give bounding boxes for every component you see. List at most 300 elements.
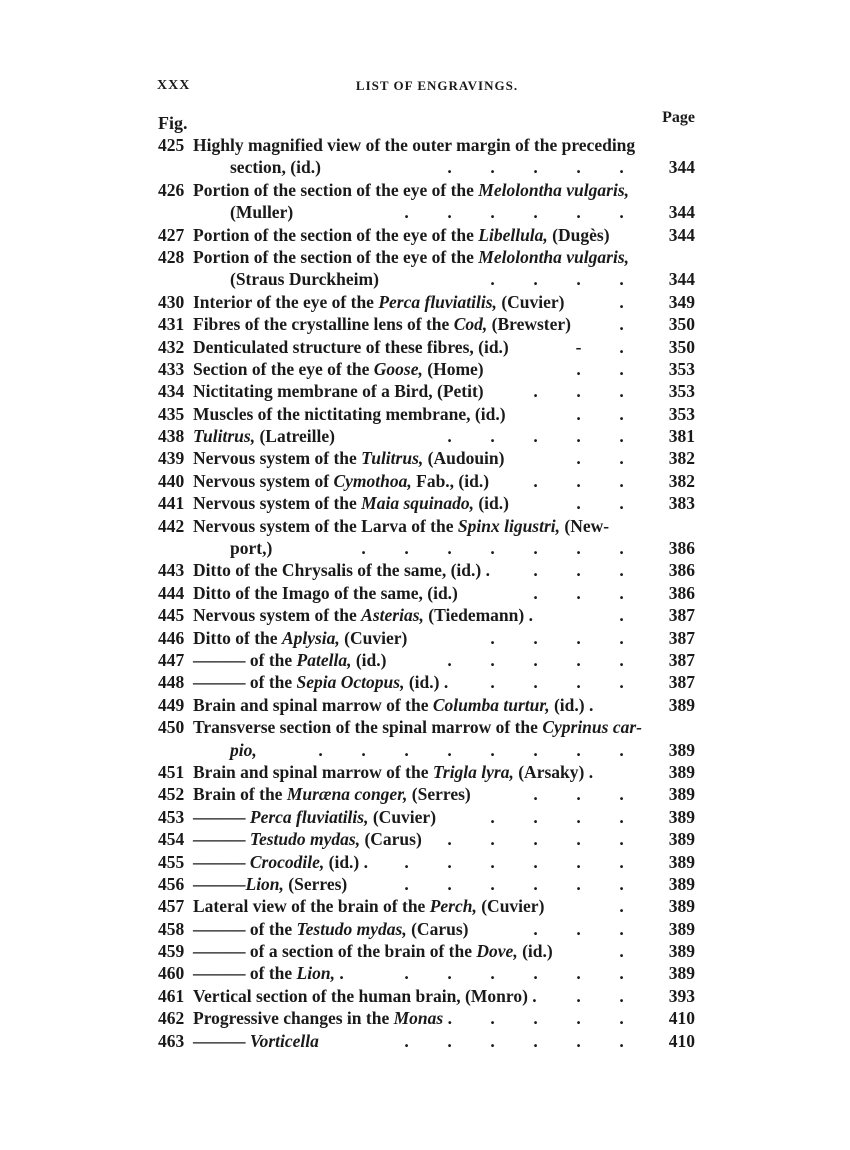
list-entry [158,515,695,560]
page-number: 389 [668,784,695,805]
list-entry [158,895,695,917]
list-entry [158,783,695,805]
entry-description [193,828,422,850]
leader-dots: . [619,291,624,312]
list-entry [158,604,695,626]
figure-number: 459 [158,941,185,962]
entry-line [158,918,695,940]
page-number: 387 [668,605,695,626]
entry-line [158,694,695,716]
description-text: (id.) [517,941,553,962]
entry-line [158,515,695,537]
entry-description [193,985,537,1007]
description-text: Nervous system of [193,470,334,491]
page-number: 393 [668,985,695,1006]
entry-line [158,851,695,873]
page-number: 387 [668,672,695,693]
entry-description [230,268,379,290]
page-number: 344 [668,157,695,178]
list-entry [158,134,695,179]
description-text: Fibres of the crystalline lens of the [193,314,454,335]
description-text: Muscles of the nictitating membrane, (id.) [193,403,506,424]
page-number: 386 [668,582,695,603]
entry-line [158,985,695,1007]
description-text: ——— [193,806,250,827]
italic-name: Muræna conger, [286,784,408,805]
entry-line [158,1007,695,1029]
entry-description [230,537,272,559]
entry-line [158,716,695,738]
page-number: 353 [668,403,695,424]
entry-description [193,761,593,783]
description-text: ——— of the [193,963,297,984]
page-number: 387 [668,649,695,670]
entry-line [158,940,695,962]
leader-dots: . . . [533,918,624,939]
figure-number: 449 [158,694,185,715]
page-number: 381 [668,426,695,447]
entry-description [193,246,629,268]
page-number: 382 [668,470,695,491]
list-entry [158,671,695,693]
figure-number: 428 [158,246,185,267]
leader-dots: . [619,314,624,335]
entry-description [193,515,609,537]
entry-line [158,1030,695,1052]
entry-description [193,313,571,335]
entry-description [193,627,407,649]
list-entry [158,806,695,828]
figure-number: 450 [158,717,185,738]
description-text: Lateral view of the brain of the [193,896,430,917]
description-text: (Cuvier) [476,896,545,917]
leader-dots: . . . . . . [404,202,624,223]
entry-line [158,380,695,402]
entry-description [193,671,448,693]
list-entry [158,246,695,291]
figure-number: 430 [158,291,185,312]
page-number: 344 [668,224,695,245]
entry-line [158,627,695,649]
figure-number: 463 [158,1030,185,1051]
list-entry [158,694,695,716]
description-text: (Cuvier) [339,627,408,648]
entry-description [193,403,506,425]
description-text: Section of the eye of the [193,358,374,379]
list-entry [158,828,695,850]
italic-name: Cod, [453,314,488,335]
entry-description [193,873,347,895]
page-number: 353 [668,381,695,402]
italic-name: Testudo mydas, [296,918,407,939]
entry-description [193,694,593,716]
description-text: Ditto of the Imago of the same, (id.) [193,582,458,603]
description-text: (Serres) [407,784,471,805]
list-entry [158,403,695,425]
entry-description [193,134,635,156]
italic-name: Perch, [429,896,477,917]
figure-number: 458 [158,918,185,939]
figure-number: 444 [158,582,185,603]
description-text: (Straus Durckheim) [230,269,379,290]
entry-description [193,604,533,626]
list-entry [158,940,695,962]
running-head [157,78,697,98]
description-text: (Cuvier) [496,291,565,312]
page-folio: XXX [157,78,191,93]
description-text: ——— [193,1030,250,1051]
entry-line [158,895,695,917]
entry-line [158,179,695,201]
page-number: 344 [668,269,695,290]
description-text: Nervous system of the [193,605,362,626]
description-text: (Tiedemann) . [423,605,533,626]
italic-name: Perca fluviatilis, [249,806,369,827]
leader-dots: . . . . [490,1008,624,1029]
list-entry [158,1007,695,1029]
figure-number: 442 [158,515,185,536]
entry-line [158,291,695,313]
page-title: LIST OF ENGRAVINGS. [355,78,519,93]
entry-line [158,537,695,559]
italic-name: Lion, [296,963,335,984]
figure-number: 454 [158,829,185,850]
description-text: Progressive changes in the [193,1008,394,1029]
leader-dots: . [619,605,624,626]
list-entry [158,873,695,895]
figure-number: 443 [158,560,185,581]
description-text: ——— [193,851,250,872]
figure-number: 425 [158,135,185,155]
page-number: 386 [668,560,695,581]
page-number: 389 [668,918,695,939]
italic-name: Lion, [245,873,284,894]
italic-name: Asterias, [361,605,424,626]
figure-number: 426 [158,179,185,200]
figure-number: 439 [158,448,185,469]
leader-dots: . . . [533,470,624,491]
leader-dots: . . . . [490,806,624,827]
page-number: 389 [668,806,695,827]
figure-number: 447 [158,649,185,670]
list-entry [158,425,695,447]
entry-description [193,806,436,828]
figure-number: 435 [158,403,185,424]
entry-description [193,940,553,962]
leader-dots: . . . . . [447,157,624,178]
description-text: Nervous system of the [193,493,362,514]
leader-dots: . . . [533,381,624,402]
entry-line [158,134,695,156]
entry-line [158,604,695,626]
entry-line [158,313,695,335]
page-number: 389 [668,873,695,894]
leader-dots: . . . . [490,627,624,648]
description-text: section, (id.) [230,157,321,178]
leader-dots: . . [576,403,624,424]
list-entry [158,336,695,358]
leader-dots: . . . . . . [404,873,624,894]
list-entry [158,851,695,873]
italic-name: Trigla lyra, [432,761,514,782]
figure-number: 452 [158,784,185,805]
italic-name: Sepia Octopus, [296,672,405,693]
entry-description [193,851,368,873]
leader-dots: . . [576,448,624,469]
figure-number: 440 [158,470,185,491]
list-entry [158,582,695,604]
entry-description [193,492,509,514]
list-entry [158,1030,695,1052]
entry-line [158,403,695,425]
entry-line [158,828,695,850]
entry-description [193,962,344,984]
description-text: ——— of the [193,918,297,939]
list-entry [158,179,695,224]
entry-line [158,246,695,268]
list-entry [158,716,695,761]
list-entry [158,559,695,581]
figure-number: 456 [158,873,185,894]
description-text: ——— [193,829,250,850]
italic-name: Melolontha vulgaris, [478,179,630,200]
page-number: 389 [668,963,695,984]
description-text: Portion of the section of the eye of the [193,246,479,267]
description-text: port,) [230,538,273,559]
entry-description [193,380,484,402]
leader-dots: . . . . . . . . [318,739,624,760]
list-entry [158,918,695,940]
entry-description [193,179,629,201]
leader-dots: . . . . . . . [361,538,624,559]
list-entry [158,962,695,984]
page-number: 389 [668,851,695,872]
page-number: 386 [668,538,695,559]
entry-description [193,716,642,738]
figure-number: 455 [158,851,185,872]
description-text: (Home) [422,358,484,379]
description-text: (Arsaky) . [513,761,594,782]
description-text: . [443,1008,452,1029]
list-entry [158,291,695,313]
description-text: (Cuvier) [368,806,437,827]
leader-dots: . . . . . [447,829,624,850]
figure-number: 446 [158,627,185,648]
description-text: (id.) . [404,672,449,693]
figure-number: 431 [158,314,185,335]
description-text: (Serres) [283,873,348,894]
entry-description [193,291,565,313]
page-number: 350 [668,336,695,357]
page-number: 382 [668,448,695,469]
column-headers [158,109,695,135]
italic-name: Tulitrus, [193,426,256,447]
entry-line [158,582,695,604]
description-text: (Muller) [230,202,294,223]
entry-line [158,201,695,223]
entry-description [193,447,504,469]
italic-name: Goose, [373,358,423,379]
description-text: Highly magnified view of the outer margin of the preceding [193,135,636,155]
figure-number: 451 [158,761,185,782]
description-text: Brain of the [193,784,287,805]
page-number: 350 [668,314,695,335]
italic-name: Crocodile, [249,851,325,872]
figure-number: 457 [158,896,185,917]
italic-name: Spinx ligustri, [457,515,561,536]
description-text: . [334,963,344,984]
description-text: Denticulated structure of these fibres, (id.) [193,336,509,357]
entry-description [193,649,386,671]
entry-line [158,336,695,358]
italic-name: Vorticella [249,1030,319,1051]
description-text: Portion of the section of the eye of the [193,224,479,245]
entry-line [158,425,695,447]
figure-number: 432 [158,336,185,357]
fig-column-header: Fig. [158,113,188,133]
description-text: Transverse section of the spinal marrow of the [193,717,543,738]
entry-description [193,783,471,805]
entry-line [158,358,695,380]
page-column-header: Page [662,109,695,126]
list-entry [158,313,695,335]
italic-name: Maia squinado, [361,493,474,514]
list-entry [158,649,695,671]
italic-name: Perca fluviatilis, [378,291,497,312]
figure-number: 461 [158,985,185,1006]
entry-line [158,739,695,761]
entry-description [230,156,321,178]
entry-description [193,559,490,581]
leader-dots: . . . . . . [404,851,624,872]
leader-dots: . . [576,358,624,379]
list-entry [158,380,695,402]
italic-name: Tulitrus, [361,448,424,469]
entry-line [158,671,695,693]
page-number: 410 [668,1008,695,1029]
entry-line [158,447,695,469]
page-number: 383 [668,493,695,514]
figure-number: 427 [158,224,185,245]
entry-description [193,470,489,492]
figure-number: 445 [158,605,185,626]
page-number: 389 [668,761,695,782]
description-text: (Carus) [360,829,422,850]
entry-description [230,739,257,761]
entry-description [193,1030,319,1052]
figure-number: 448 [158,672,185,693]
figure-number: 460 [158,963,185,984]
figure-number: 434 [158,381,185,402]
page-number: 389 [668,896,695,917]
list-entry [158,358,695,380]
list-entry [158,224,695,246]
leader-dots: . . . . . [447,649,624,670]
leader-dots: . . . [533,560,624,581]
figure-number: 453 [158,806,185,827]
description-text: Brain and spinal marrow of the [193,761,433,782]
list-entry [158,761,695,783]
description-text: ——— of a section of the brain of the [193,941,477,962]
page-number: 349 [668,291,695,312]
description-text: Ditto of the [193,627,282,648]
figure-number: 462 [158,1008,185,1029]
leader-dots: . . [576,985,624,1006]
entry-description [193,895,544,917]
entry-description [193,336,509,358]
entry-line [158,559,695,581]
entry-line [158,224,695,246]
figure-number: 433 [158,358,185,379]
italic-name: Patella, [296,649,352,670]
description-text: (Latreille) [255,426,335,447]
italic-name: pio, [230,739,257,760]
leader-dots: . . . . . [447,426,624,447]
description-text: (Audouin) [423,448,505,469]
description-text: Fab., (id.) [411,470,490,491]
page-number: 387 [668,627,695,648]
engravings-list [158,134,695,1052]
leader-dots: . . . . . . [404,1030,624,1051]
list-entry [158,447,695,469]
entry-description [193,1007,452,1029]
description-text: (New- [560,515,610,536]
description-text: (Carus) [406,918,469,939]
list-entry [158,627,695,649]
italic-name: Libellula, [478,224,548,245]
entry-line [158,783,695,805]
page-number: 389 [668,739,695,760]
description-text: (id.) . [324,851,368,872]
description-text: Portion of the section of the eye of the [193,179,479,200]
italic-name: Cymothoa, [333,470,412,491]
leader-dots: . [619,896,624,917]
entry-line [158,268,695,290]
description-text: Ditto of the Chrysalis of the same, (id.) . [193,560,490,581]
entry-line [158,761,695,783]
list-entry [158,470,695,492]
description-text: Nervous system of the [193,448,362,469]
entry-line [158,962,695,984]
leader-dots: . . . . [490,269,624,290]
entry-description [193,582,458,604]
page-number: 389 [668,829,695,850]
leader-dots: . . [576,493,624,514]
entry-line [158,873,695,895]
description-text: (Dugès) [547,224,610,245]
italic-name: Testudo mydas, [249,829,361,850]
description-text: Interior of the eye of the [193,291,379,312]
page-number: 389 [668,694,695,715]
description-text: ——— [193,873,246,894]
description-text: (id.) [473,493,509,514]
entry-line [158,156,695,178]
italic-name: Aplysia, [281,627,340,648]
leader-dots: . . . [533,582,624,603]
page-number: 344 [668,202,695,223]
entry-description [193,224,610,246]
figure-number: 441 [158,493,185,514]
figure-number: 438 [158,426,185,447]
italic-name: Monas [393,1008,444,1029]
italic-name: Dove, [476,941,518,962]
entry-description [193,358,484,380]
entry-description [230,201,293,223]
page-number: 389 [668,941,695,962]
description-text: ——— of the [193,672,297,693]
entry-line [158,492,695,514]
italic-name: Cyprinus car- [542,717,642,738]
